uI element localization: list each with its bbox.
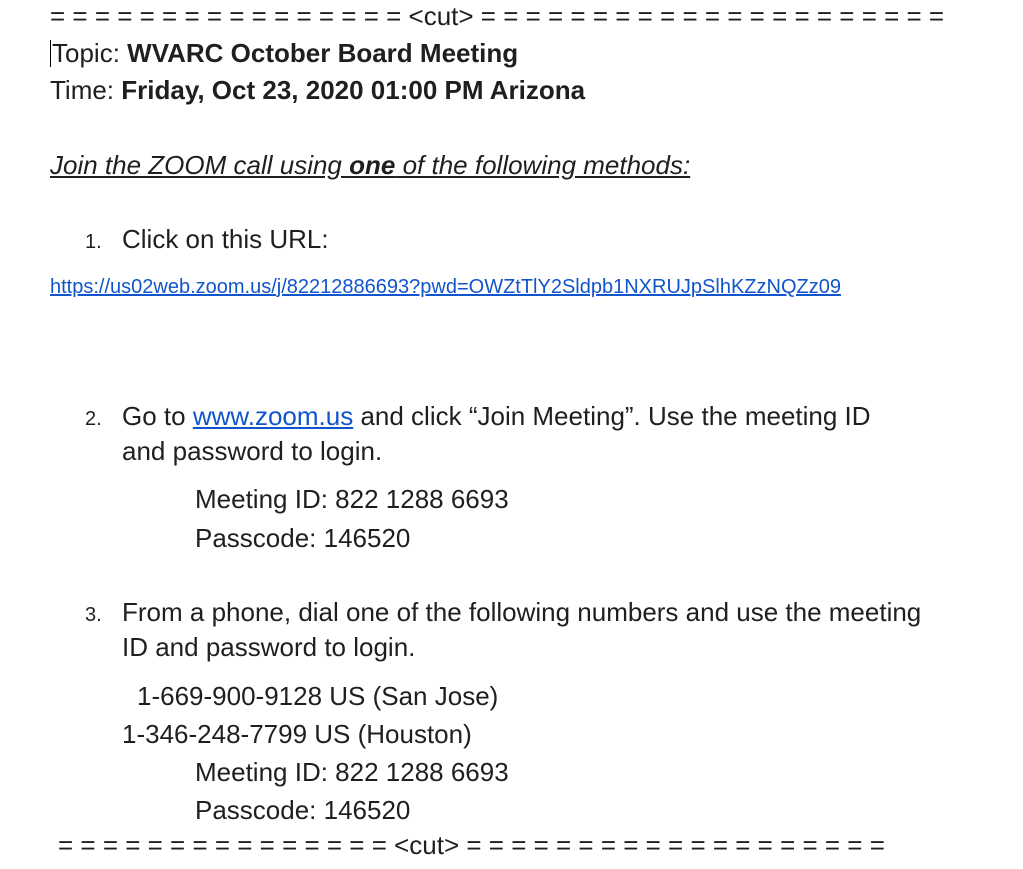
item3-meeting-id: Meeting ID: 822 1288 6693 [195,757,509,787]
item1-number: 1. [85,231,102,253]
cut-marker-top: = = = = = = = = = = = = = = = = <cut> = = = = = = = = = = = = = = = = = = = = = [50,1,945,31]
time-label: Time: [50,75,122,105]
text-cursor [50,40,51,67]
item2-line2: and password to login. [122,436,383,466]
item3-line2: ID and password to login. [122,632,416,662]
item2-meeting-id: Meeting ID: 822 1288 6693 [195,484,509,514]
cut-marker-bottom: = = = = = = = = = = = = = = = <cut> = = = = = = = = = = = = = = = = = = = [58,830,885,860]
topic-value: WVARC October Board Meeting [127,38,519,68]
item2-pre: Go to [122,401,193,431]
item3-number: 3. [85,604,102,626]
item2-post: and click “Join Meeting”. Use the meeting ID [353,401,871,431]
item1-text: Click on this URL: [122,224,329,254]
zoom-meeting-url[interactable]: https://us02web.zoom.us/j/82212886693?pwd=OWZtTlY2Sldpb1NXRUJpSlhKZzNQZz09 [50,276,841,298]
item3-phone-houston: 1-346-248-7799 US (Houston) [122,719,472,749]
time-value: Friday, Oct 23, 2020 01:00 PM Arizona [121,75,586,105]
item2-passcode: Passcode: 146520 [195,523,411,553]
item3-passcode: Passcode: 146520 [195,795,411,825]
join-heading [50,149,690,181]
item3-phone-san-jose: 1-669-900-9128 US (San Jose) [137,681,499,711]
item2-line1 [122,400,871,432]
join-heading-bold: one [349,150,396,180]
join-heading-pre: Join the ZOOM call using [50,150,350,180]
topic-label: Topic: [52,38,128,68]
join-heading-post: of the following methods: [395,150,691,180]
zoom-website-link[interactable]: www.zoom.us [192,401,354,431]
item3-line1: From a phone, dial one of the following numbers and use the meeting [122,597,922,627]
item2-number: 2. [85,408,102,430]
topic-line [50,37,518,69]
time-line [50,74,585,106]
